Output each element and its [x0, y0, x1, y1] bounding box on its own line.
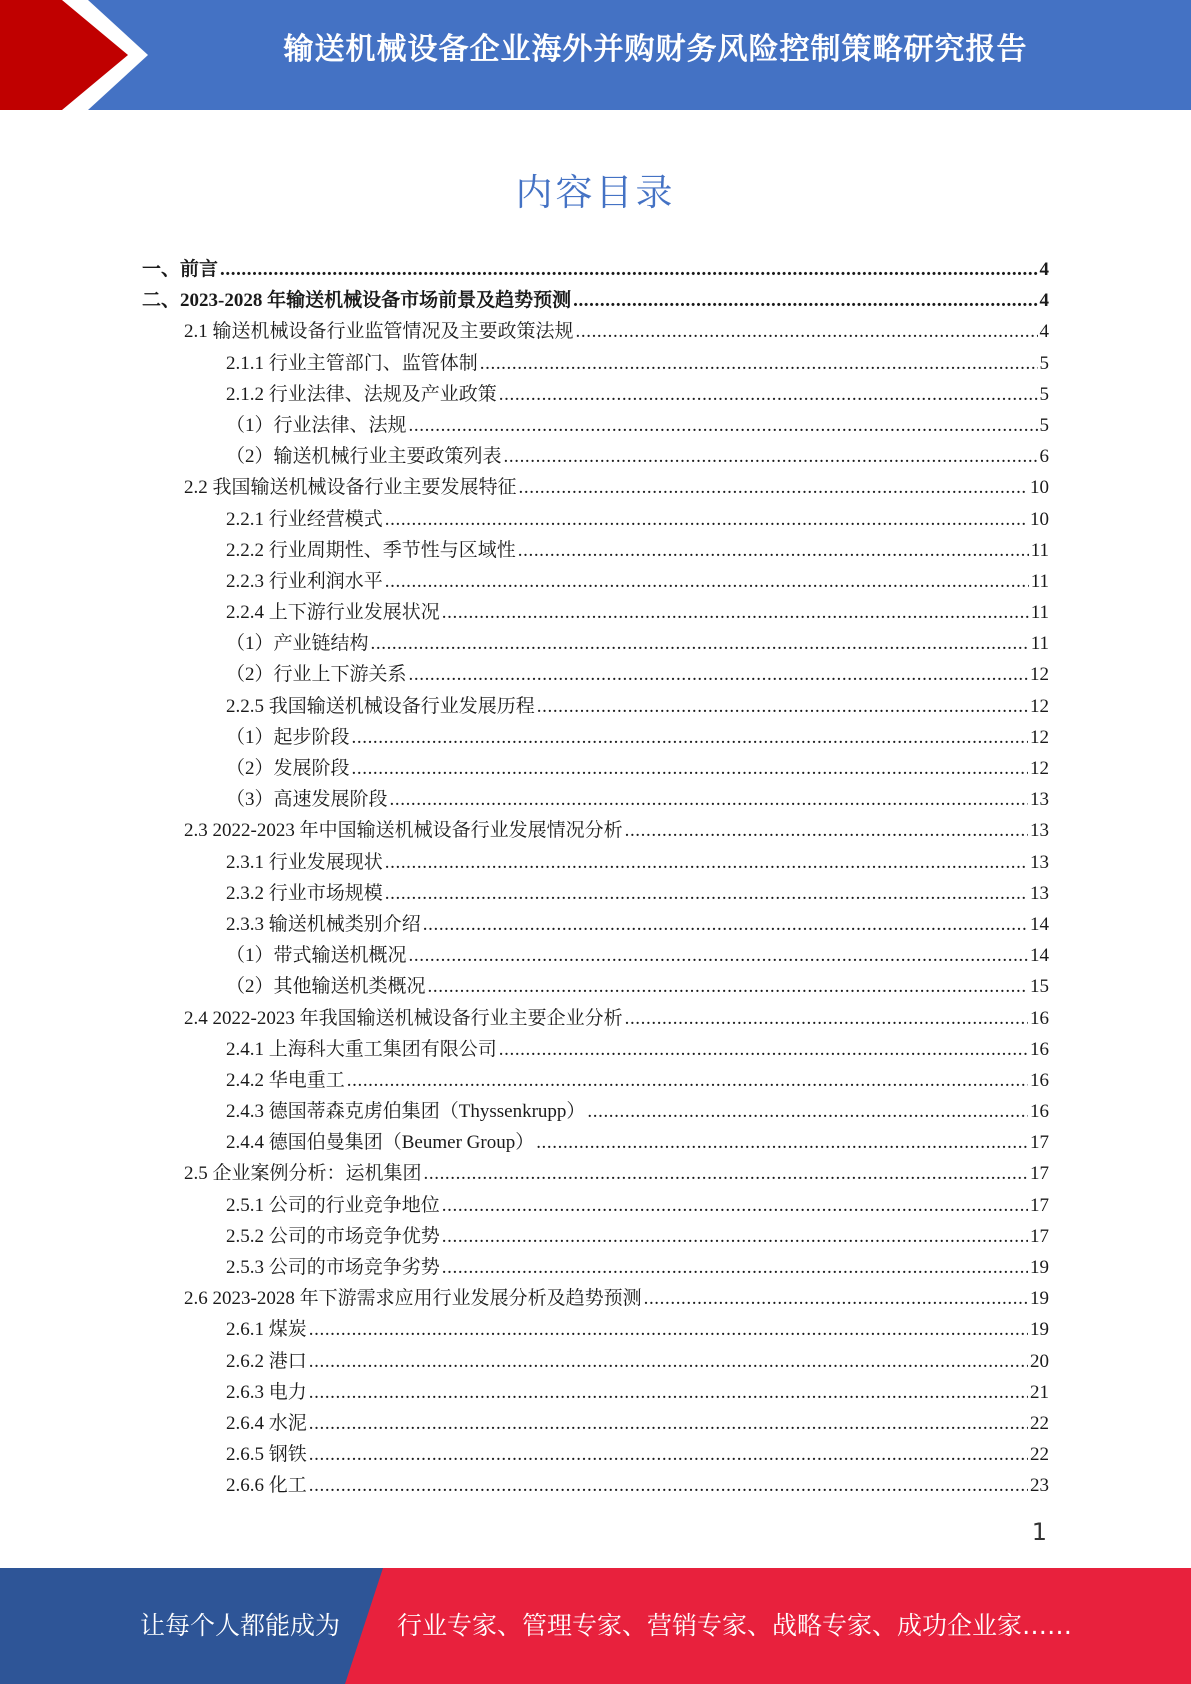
toc-entry[interactable] [142, 379, 1049, 410]
toc-entry-page: 17 [1030, 1194, 1049, 1216]
toc-dot-leader [309, 1314, 1028, 1345]
toc-dot-leader [537, 691, 1028, 722]
toc-entry-page: 19 [1030, 1288, 1049, 1310]
toc-entry[interactable] [142, 1158, 1049, 1189]
toc-dot-leader [371, 628, 1029, 659]
toc-entry-label: 2.6.6 化工 [226, 1475, 307, 1497]
toc-dot-leader [573, 285, 1037, 316]
toc-entry[interactable] [142, 1003, 1049, 1034]
toc-entry-label: 2.6 2023-2028 年下游需求应用行业发展分析及趋势预测 [184, 1288, 642, 1310]
toc-entry-label: 2.3.1 行业发展现状 [226, 851, 383, 873]
toc-entry-label: 2.2.4 上下游行业发展状况 [226, 602, 440, 624]
toc-dot-leader [347, 1065, 1028, 1096]
toc-entry[interactable] [142, 285, 1049, 316]
toc-entry-label: 2.6.2 港口 [226, 1350, 307, 1372]
chevron-arrow-icon [0, 0, 160, 110]
toc-entry-page: 4 [1039, 290, 1049, 312]
toc-dot-leader [409, 940, 1028, 971]
toc-entry[interactable] [142, 316, 1049, 347]
toc-entry-page: 22 [1030, 1444, 1049, 1466]
toc-entry-label: 一、前言 [142, 259, 219, 280]
toc-entry-page: 22 [1030, 1412, 1049, 1434]
toc-entry-page: 4 [1039, 259, 1049, 280]
toc-dot-leader [409, 410, 1038, 441]
toc-entry-page: 12 [1030, 726, 1049, 748]
toc-dot-leader [352, 722, 1028, 753]
toc-entry-label: 2.5.3 公司的市场竞争劣势 [226, 1257, 440, 1278]
toc-entry[interactable] [142, 753, 1049, 784]
report-title: 输送机械设备企业海外并购财务风险控制策略研究报告 [283, 32, 1028, 67]
toc-dot-leader [309, 1377, 1028, 1408]
toc-entry[interactable] [142, 1127, 1049, 1158]
toc-entry-page: 11 [1030, 570, 1049, 592]
toc-entry[interactable] [142, 254, 1049, 285]
toc-entry[interactable] [142, 1346, 1049, 1377]
toc-dot-leader [480, 348, 1038, 379]
toc-entry-label: 2.3 2022-2023 年中国输送机械设备行业发展情况分析 [184, 820, 623, 842]
toc-entry[interactable] [142, 441, 1049, 472]
toc-entry-page: 11 [1030, 633, 1049, 655]
footer-slogan-left: 让每个人都能成为 [140, 1611, 341, 1640]
toc-entry-page: 17 [1030, 1132, 1049, 1154]
toc-entry-label: 2.6.3 电力 [226, 1381, 307, 1403]
toc-entry-page: 13 [1030, 820, 1049, 842]
toc-entry-label: （2）发展阶段 [226, 758, 350, 779]
toc-entry[interactable] [142, 628, 1049, 659]
toc-entry-label: （2）行业上下游关系 [226, 664, 407, 686]
toc-entry-label: 2.2.2 行业周期性、季节性与区域性 [226, 539, 516, 561]
toc-dot-leader [644, 1283, 1028, 1314]
toc-entry-page: 16 [1030, 1007, 1049, 1029]
toc-entry[interactable] [142, 1377, 1049, 1408]
toc-entry-label: 2.5.1 公司的行业竞争地位 [226, 1194, 440, 1216]
toc-entry[interactable] [142, 815, 1049, 846]
toc-entry-label: 2.1.2 行业法律、法规及产业政策 [226, 383, 497, 405]
toc-entry[interactable] [142, 1439, 1049, 1470]
toc-entry-page: 4 [1039, 321, 1049, 343]
header-banner [0, 0, 1191, 110]
toc-entry[interactable] [142, 472, 1049, 503]
toc-dot-leader [576, 316, 1038, 347]
toc-entry-label: 2.3.2 行业市场规模 [226, 882, 383, 904]
toc-dot-leader [428, 971, 1028, 1002]
toc-entry-label: 2.3.3 输送机械类别介绍 [226, 913, 421, 935]
toc-entry[interactable] [142, 1314, 1049, 1345]
page-number: 1 [1031, 1518, 1047, 1546]
toc-entry-page: 21 [1030, 1381, 1049, 1403]
toc-entry-label: 二、2023-2028 年输送机械设备市场前景及趋势预测 [142, 290, 572, 312]
toc-entry-label: （3）高速发展阶段 [226, 789, 388, 811]
toc-entry-label: 2.4 2022-2023 年我国输送机械设备行业主要企业分析 [184, 1007, 623, 1029]
toc-dot-leader [385, 847, 1028, 878]
toc-entry[interactable] [142, 1283, 1049, 1314]
toc-entry-label: 2.4.1 上海科大重工集团有限公司 [226, 1038, 497, 1060]
toc-entry-page: 20 [1030, 1350, 1049, 1372]
toc-entry[interactable] [142, 691, 1049, 722]
toc-entry-label: （1）产业链结构 [226, 633, 369, 655]
toc-dot-leader [442, 597, 1029, 628]
toc-entry-label: （2）输送机械行业主要政策列表 [226, 446, 502, 468]
table-of-contents [142, 254, 1049, 1502]
toc-entry-page: 5 [1039, 352, 1049, 374]
toc-dot-leader [390, 784, 1028, 815]
toc-entry-label: 2.1 输送机械设备行业监管情况及主要政策法规 [184, 321, 574, 343]
toc-dot-leader [309, 1346, 1028, 1377]
toc-entry-page: 5 [1039, 414, 1049, 436]
toc-entry-page: 11 [1030, 539, 1049, 561]
toc-entry-page: 12 [1030, 664, 1049, 686]
toc-entry-page: 13 [1030, 851, 1049, 873]
footer-banner [0, 1568, 1191, 1684]
toc-dot-leader [625, 1003, 1028, 1034]
toc-entry-label: 2.6.1 煤炭 [226, 1319, 307, 1341]
toc-entry-label: 2.2.5 我国输送机械设备行业发展历程 [226, 695, 535, 717]
toc-entry-page: 10 [1030, 477, 1049, 499]
toc-dot-leader [442, 1252, 1028, 1283]
toc-entry[interactable] [142, 722, 1049, 753]
toc-entry-label: 2.4.3 德国蒂森克虏伯集团（Thyssenkrupp） [226, 1101, 586, 1123]
toc-dot-leader [499, 1034, 1028, 1065]
toc-dot-leader [587, 1096, 1028, 1127]
toc-entry-label: （2）其他输送机类概况 [226, 976, 426, 998]
toc-dot-leader [499, 379, 1038, 410]
toc-entry-page: 15 [1030, 976, 1049, 998]
toc-entry-label: 2.5.2 公司的市场竞争优势 [226, 1225, 440, 1247]
toc-entry-page: 14 [1030, 945, 1049, 967]
toc-entry-page: 19 [1030, 1319, 1049, 1341]
toc-entry-page: 6 [1039, 446, 1049, 468]
toc-entry[interactable] [142, 535, 1049, 566]
toc-entry-page: 10 [1030, 508, 1049, 530]
toc-entry[interactable] [142, 410, 1049, 441]
toc-dot-leader [424, 1158, 1028, 1189]
toc-entry-label: （1）行业法律、法规 [226, 414, 407, 436]
toc-entry[interactable] [142, 1065, 1049, 1096]
toc-entry-page: 13 [1030, 882, 1049, 904]
footer-slogan-right: 行业专家、管理专家、营销专家、战略专家、成功企业家…… [397, 1611, 1073, 1640]
toc-dot-leader [309, 1470, 1028, 1501]
toc-entry[interactable] [142, 784, 1049, 815]
toc-entry-page: 16 [1030, 1069, 1049, 1091]
toc-entry[interactable] [142, 597, 1049, 628]
toc-entry-label: 2.4.2 华电重工 [226, 1069, 345, 1091]
toc-dot-leader [309, 1439, 1028, 1470]
toc-heading: 内容目录 [515, 171, 676, 214]
toc-entry[interactable] [142, 878, 1049, 909]
toc-entry-page: 14 [1030, 913, 1049, 935]
toc-dot-leader [409, 659, 1028, 690]
toc-entry[interactable] [142, 1221, 1049, 1252]
toc-dot-leader [423, 909, 1028, 940]
toc-entry[interactable] [142, 1190, 1049, 1221]
toc-entry-page: 16 [1030, 1101, 1049, 1123]
toc-dot-leader [536, 1127, 1028, 1158]
toc-entry[interactable] [142, 1096, 1049, 1127]
toc-entry-label: 2.5 企业案例分析：运机集团 [184, 1163, 422, 1185]
toc-entry[interactable] [142, 504, 1049, 535]
toc-entry[interactable] [142, 1252, 1049, 1283]
toc-entry[interactable] [142, 1470, 1049, 1501]
toc-dot-leader [220, 254, 1037, 285]
toc-entry-page: 16 [1030, 1038, 1049, 1060]
toc-entry-page: 5 [1039, 383, 1049, 405]
toc-entry[interactable] [142, 940, 1049, 971]
toc-entry-label: 2.2 我国输送机械设备行业主要发展特征 [184, 477, 517, 499]
toc-entry[interactable] [142, 1034, 1049, 1065]
toc-entry-label: （1）起步阶段 [226, 726, 350, 748]
toc-entry[interactable] [142, 566, 1049, 597]
toc-dot-leader [504, 441, 1038, 472]
toc-entry[interactable] [142, 847, 1049, 878]
toc-entry[interactable] [142, 971, 1049, 1002]
toc-entry-page: 19 [1030, 1257, 1049, 1278]
toc-entry-label: 2.6.5 钢铁 [226, 1444, 307, 1466]
toc-entry-page: 23 [1030, 1475, 1049, 1497]
toc-dot-leader [385, 878, 1028, 909]
toc-entry-page: 11 [1030, 602, 1049, 624]
toc-entry-label: 2.6.4 水泥 [226, 1412, 307, 1434]
toc-entry-page: 17 [1030, 1163, 1049, 1185]
toc-dot-leader [385, 566, 1029, 597]
toc-entry-page: 13 [1030, 789, 1049, 811]
toc-entry-page: 12 [1030, 695, 1049, 717]
toc-dot-leader [625, 815, 1028, 846]
toc-entry[interactable] [142, 1408, 1049, 1439]
toc-entry-label: 2.1.1 行业主管部门、监管体制 [226, 352, 478, 374]
toc-entry-page: 12 [1030, 758, 1049, 779]
toc-dot-leader [309, 1408, 1028, 1439]
toc-dot-leader [352, 753, 1028, 784]
toc-dot-leader [442, 1190, 1028, 1221]
toc-entry-label: 2.2.3 行业利润水平 [226, 570, 383, 592]
toc-entry[interactable] [142, 659, 1049, 690]
toc-dot-leader [519, 472, 1028, 503]
toc-entry[interactable] [142, 348, 1049, 379]
toc-entry-page: 17 [1030, 1225, 1049, 1247]
toc-dot-leader [442, 1221, 1028, 1252]
toc-entry-label: （1）带式输送机概况 [226, 945, 407, 967]
toc-entry[interactable] [142, 909, 1049, 940]
toc-dot-leader [518, 535, 1029, 566]
toc-entry-label: 2.4.4 德国伯曼集团（Beumer Group） [226, 1132, 535, 1154]
toc-dot-leader [385, 504, 1028, 535]
toc-entry-label: 2.2.1 行业经营模式 [226, 508, 383, 530]
